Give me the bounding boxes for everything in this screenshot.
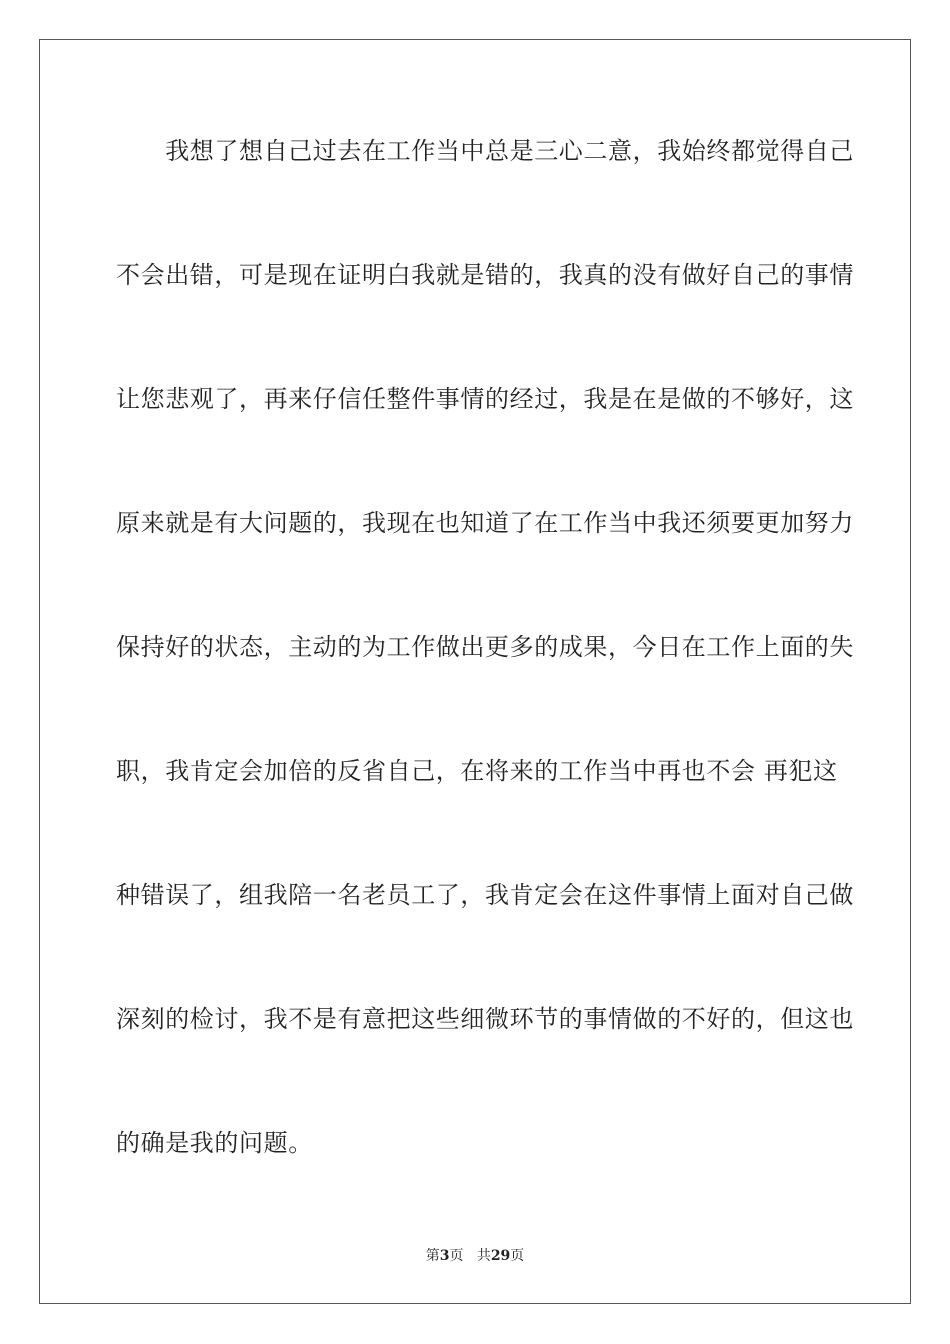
footer-total-suffix: 页 bbox=[510, 1248, 525, 1264]
body-line-3: 让您悲观了，再来仔信任整件事情的经过，我是在是做的不够好，这 bbox=[116, 385, 854, 413]
body-line-5: 保持好的状态，主动的为工作做出更多的成果，今日在工作上面的失 bbox=[116, 633, 854, 661]
footer-prefix: 第 bbox=[425, 1248, 440, 1264]
body-line-9: 的确是我的问题。 bbox=[116, 1129, 313, 1157]
body-line-1: 我想了想自己过去在工作当中总是三心二意，我始终都觉得自己 bbox=[116, 137, 854, 165]
total-pages-number: 29 bbox=[490, 1248, 511, 1264]
body-line-8: 深刻的检讨，我不是有意把这些细微环节的事情做的不好的，但这也 bbox=[116, 1005, 854, 1033]
footer-page-suffix: 页 bbox=[449, 1248, 464, 1264]
footer-total-prefix: 共 bbox=[476, 1248, 491, 1264]
page-footer bbox=[0, 1247, 950, 1265]
body-line-2: 不会出错，可是现在证明白我就是错的，我真的没有做好自己的事情 bbox=[116, 261, 854, 289]
body-line-4: 原来就是有大问题的，我现在也知道了在工作当中我还须要更加努力 bbox=[116, 509, 854, 537]
body-line-6: 职，我肯定会加倍的反省自己，在将来的工作当中再也不会 再犯这 bbox=[116, 757, 838, 785]
current-page-number: 3 bbox=[439, 1248, 450, 1264]
body-line-7: 种错误了，组我陪一名老员工了，我肯定会在这件事情上面对自己做 bbox=[116, 881, 854, 909]
page-border bbox=[39, 39, 911, 1304]
